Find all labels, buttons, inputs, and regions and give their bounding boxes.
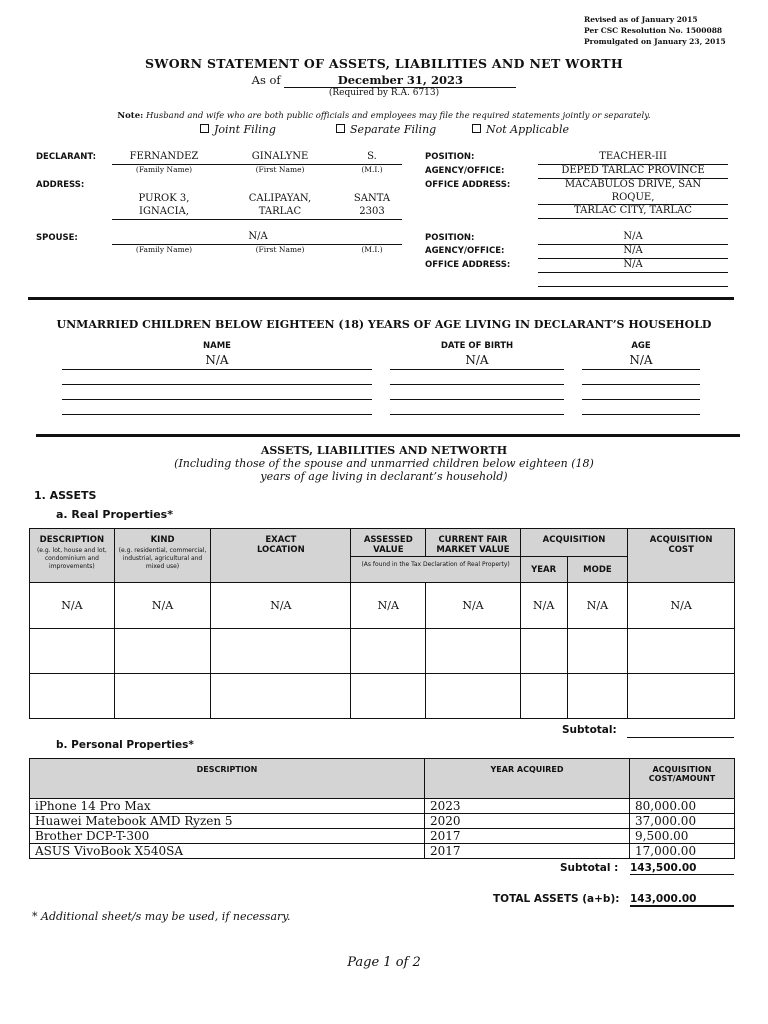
child-line xyxy=(390,384,564,385)
rp-empty-cell[interactable] xyxy=(628,674,735,719)
address-line1-a[interactable]: PUROK 3, xyxy=(138,193,190,204)
rp-empty-cell[interactable] xyxy=(628,629,735,674)
declarant-label: DECLARANT: xyxy=(36,152,97,162)
personal-properties-table xyxy=(29,758,735,859)
spouse-office-address[interactable]: N/A xyxy=(623,259,643,270)
address-line2-c[interactable]: 2303 xyxy=(359,206,385,217)
declarant-family-name[interactable]: FERNANDEZ xyxy=(129,151,199,162)
pp-description-header: DESCRIPTION xyxy=(30,759,425,799)
pp-cost[interactable]: 37,000.00 xyxy=(630,814,735,829)
pp-year[interactable]: 2017 xyxy=(425,829,630,844)
real-properties-heading: a. Real Properties* xyxy=(56,508,173,521)
personal-subtotal-value[interactable]: 143,500.00 xyxy=(630,862,734,875)
child-name[interactable]: N/A xyxy=(205,353,229,367)
personal-subtotal-label: Subtotal : xyxy=(560,862,619,874)
spouse-agency[interactable]: N/A xyxy=(623,245,643,256)
fair-market-value-header: CURRENT FAIR MARKET VALUE xyxy=(426,529,521,557)
assets-subtitle-2: years of age living in declarant’s household) xyxy=(260,470,508,483)
office-address-rule2 xyxy=(538,218,728,219)
real-properties-table xyxy=(29,528,735,719)
separate-filing-option[interactable] xyxy=(336,123,436,136)
rp-description[interactable]: N/A xyxy=(30,583,115,629)
children-age-header: AGE xyxy=(631,341,651,351)
office-address-line1[interactable]: MACABULOS DRIVE, SAN xyxy=(564,179,702,190)
address-line2-b[interactable]: TARLAC xyxy=(258,206,302,217)
table-row xyxy=(30,629,735,674)
spouse-office-address-label: OFFICE ADDRESS: xyxy=(425,260,511,270)
rp-empty-cell[interactable] xyxy=(351,629,426,674)
office-address-label: OFFICE ADDRESS: xyxy=(425,180,511,190)
rp-year[interactable]: N/A xyxy=(520,583,567,629)
rp-assessed[interactable]: N/A xyxy=(351,583,426,629)
spouse-position[interactable]: N/A xyxy=(623,231,643,242)
real-subtotal-line[interactable] xyxy=(627,737,734,738)
rp-empty-cell[interactable] xyxy=(567,629,628,674)
rp-empty-cell[interactable] xyxy=(520,674,567,719)
mi-sublabel: (M.I.) xyxy=(361,165,383,174)
table-row xyxy=(30,829,735,844)
location-header: EXACT LOCATION xyxy=(211,529,351,583)
pp-cost[interactable]: 9,500.00 xyxy=(630,829,735,844)
document-title: SWORN STATEMENT OF ASSETS, LIABILITIES AND NET WORTH xyxy=(145,56,623,71)
resolution-number: Per CSC Resolution No. 1500088 xyxy=(584,26,723,35)
child-line xyxy=(582,414,700,415)
table-row xyxy=(30,583,735,629)
note-label: Note: xyxy=(117,111,144,121)
pp-year[interactable]: 2023 xyxy=(425,799,630,814)
option-label: Joint Filing xyxy=(214,123,276,136)
child-line xyxy=(62,414,372,415)
real-subtotal-label: Subtotal: xyxy=(562,724,617,736)
note-text: Husband and wife who are both public officials and employees may file the required statements jointly or separately. xyxy=(145,111,651,121)
pp-cost[interactable]: 17,000.00 xyxy=(630,844,735,859)
joint-filing-option[interactable] xyxy=(200,123,276,136)
rp-fair-value[interactable]: N/A xyxy=(426,583,521,629)
pp-description[interactable]: iPhone 14 Pro Max xyxy=(30,799,425,814)
as-of-date: December 31, 2023 xyxy=(284,73,516,88)
tax-declaration-note: (As found in the Tax Declaration of Real Property) xyxy=(351,557,520,583)
rp-empty-cell[interactable] xyxy=(211,629,351,674)
option-label: Not Applicable xyxy=(486,123,570,136)
assessed-value-header: ASSESSED VALUE xyxy=(351,529,426,557)
acquisition-cost-header: ACQUISITION COST xyxy=(628,529,735,583)
assets-section-title: ASSETS, LIABILITIES AND NETWORTH xyxy=(260,444,508,457)
rp-empty-cell[interactable] xyxy=(114,674,210,719)
children-section-title: UNMARRIED CHILDREN BELOW EIGHTEEN (18) YEARS OF AGE LIVING IN DECLARANT’S HOUSEHOLD xyxy=(56,318,712,331)
office-address-line2[interactable]: ROQUE, xyxy=(611,192,655,203)
checkbox-icon[interactable] xyxy=(200,124,209,133)
child-line xyxy=(62,369,372,370)
pp-cost[interactable]: 80,000.00 xyxy=(630,799,735,814)
assets-subtitle-1: (Including those of the spouse and unmarried children below eighteen (18) xyxy=(174,457,594,470)
section-divider xyxy=(28,297,734,300)
spouse-mi-sublabel: (M.I.) xyxy=(361,245,383,254)
first-name-sublabel: (First Name) xyxy=(255,165,305,174)
position-label: POSITION: xyxy=(425,152,475,162)
section-divider xyxy=(36,434,740,437)
year-header: YEAR xyxy=(520,557,567,583)
spouse-position-label: POSITION: xyxy=(425,233,475,243)
children-dob-header: DATE OF BIRTH xyxy=(440,341,514,351)
pp-year-header: YEAR ACQUIRED xyxy=(425,759,630,799)
required-note: (Required by R.A. 6713) xyxy=(328,88,440,98)
address-line1-c[interactable]: SANTA xyxy=(353,193,391,204)
child-line xyxy=(62,384,372,385)
rp-empty-cell[interactable] xyxy=(351,674,426,719)
revision-note xyxy=(584,14,734,47)
spouse-family-sublabel: (Family Name) xyxy=(135,245,193,254)
spouse-agency-label: AGENCY/OFFICE: xyxy=(425,246,505,256)
checkbox-icon[interactable] xyxy=(336,124,345,133)
revision-date: Revised as of January 2015 xyxy=(584,15,698,24)
child-line xyxy=(582,384,700,385)
children-name-header: NAME xyxy=(203,341,231,351)
total-assets-label: TOTAL ASSETS (a+b): xyxy=(493,893,620,905)
address-line2-a[interactable]: IGNACIA, xyxy=(139,206,189,217)
child-line xyxy=(62,399,372,400)
rp-empty-cell[interactable] xyxy=(30,629,115,674)
declarant-position[interactable]: TEACHER-III xyxy=(599,151,667,162)
filing-note xyxy=(0,111,768,121)
pp-description[interactable]: Huawei Matebook AMD Ryzen 5 xyxy=(30,814,425,829)
description-header: DESCRIPTION (e.g. lot, house and lot, condominium and improvements) xyxy=(30,529,115,583)
table-row xyxy=(30,844,735,859)
pp-description[interactable]: ASUS VivoBook X540SA xyxy=(30,844,425,859)
rp-empty-cell[interactable] xyxy=(426,629,521,674)
declarant-first-name[interactable]: GINALYNE xyxy=(251,151,309,162)
not-applicable-option[interactable] xyxy=(472,123,569,136)
child-line xyxy=(582,399,700,400)
rp-empty-cell[interactable] xyxy=(211,674,351,719)
rp-cost[interactable]: N/A xyxy=(628,583,735,629)
address-line xyxy=(112,219,402,220)
address-line1-b[interactable]: CALIPAYAN, xyxy=(248,193,312,204)
spouse-office-line1 xyxy=(538,272,728,273)
declarant-agency[interactable]: DEPED TARLAC PROVINCE xyxy=(561,165,705,176)
as-of-line xyxy=(0,73,768,88)
table-row xyxy=(30,799,735,814)
spouse-office-line2 xyxy=(538,286,728,287)
option-label: Separate Filing xyxy=(350,123,437,136)
declarant-mi[interactable]: S. xyxy=(367,151,377,162)
rp-mode[interactable]: N/A xyxy=(567,583,628,629)
pp-cost-header: ACQUISITION COST/AMOUNT xyxy=(630,759,735,799)
rp-empty-cell[interactable] xyxy=(567,674,628,719)
spouse-first-sublabel: (First Name) xyxy=(255,245,305,254)
checkbox-icon[interactable] xyxy=(472,124,481,133)
personal-properties-heading: b. Personal Properties* xyxy=(56,739,194,751)
mode-header: MODE xyxy=(567,557,628,583)
table-row xyxy=(30,814,735,829)
family-name-sublabel: (Family Name) xyxy=(135,165,193,174)
child-line xyxy=(390,414,564,415)
page-number: Page 1 of 2 xyxy=(347,955,421,970)
agency-label: AGENCY/OFFICE: xyxy=(425,166,505,176)
child-dob[interactable]: N/A xyxy=(465,353,489,367)
pp-description[interactable]: Brother DCP-T-300 xyxy=(30,829,425,844)
rp-empty-cell[interactable] xyxy=(114,629,210,674)
spouse-label: SPOUSE: xyxy=(36,233,78,243)
rp-location[interactable]: N/A xyxy=(211,583,351,629)
rp-kind[interactable]: N/A xyxy=(114,583,210,629)
pp-year[interactable]: 2017 xyxy=(425,844,630,859)
total-assets-value[interactable]: 143,000.00 xyxy=(630,893,734,907)
rp-empty-cell[interactable] xyxy=(520,629,567,674)
child-age[interactable]: N/A xyxy=(629,353,653,367)
kind-header: KIND (e.g. residential, commercial, industrial, agricultural and mixed use) xyxy=(114,529,210,583)
additional-sheets-footnote: * Additional sheet/s may be used, if necessary. xyxy=(32,910,291,923)
assets-heading: 1. ASSETS xyxy=(34,489,97,502)
table-row xyxy=(30,674,735,719)
child-line xyxy=(582,369,700,370)
rp-empty-cell[interactable] xyxy=(30,674,115,719)
child-line xyxy=(390,369,564,370)
office-address-line3[interactable]: TARLAC CITY, TARLAC xyxy=(574,205,692,216)
child-line xyxy=(390,399,564,400)
pp-year[interactable]: 2020 xyxy=(425,814,630,829)
acquisition-header: ACQUISITION xyxy=(520,529,628,557)
spouse-name[interactable]: N/A xyxy=(248,231,268,242)
promulgation-date: Promulgated on January 23, 2015 xyxy=(584,37,726,46)
address-label: ADDRESS: xyxy=(36,180,85,190)
as-of-label: As of xyxy=(251,73,281,87)
rp-empty-cell[interactable] xyxy=(426,674,521,719)
